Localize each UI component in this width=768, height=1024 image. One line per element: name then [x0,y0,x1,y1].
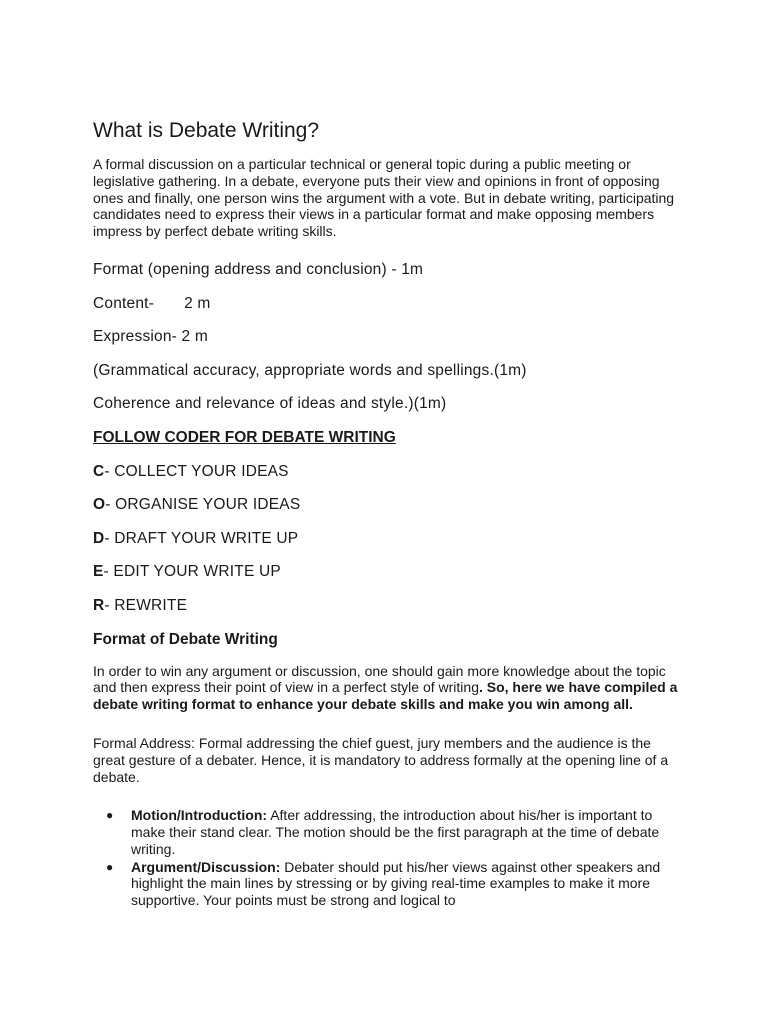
format-heading: Format of Debate Writing [93,630,278,648]
bullet-label: Argument/Discussion: [131,858,281,875]
coder-item-e [93,562,683,581]
intro-paragraph: A formal discussion on a particular technical or general topic during a public meeting or legislative gathering. In a debate, everyone puts their view and opinions in front of opposing ones and finally, one person wins the argument with a vote. But in debate writing, participating candidates need to express their views in a particular format and make opposing members impress by perfect debate writing skills. [93,156,675,240]
marks-format: Format (opening address and conclusion) - 1m [93,260,424,278]
coder-text: - DRAFT YOUR WRITE UP [104,529,299,547]
coder-text: - EDIT YOUR WRITE UP [103,563,281,581]
marks-content [93,294,683,313]
coder-item-d [93,529,683,548]
bullet-dot-icon: ● [106,859,114,874]
win-bold-text: . So, here we have compiled a debate writing format to enhance your debate skills and make you win among all. [93,679,678,713]
marks-expression: Expression- 2 m [93,328,208,346]
bullet-argument [93,859,683,909]
marks-coherence: Coherence and relevance of ideas and style.)(1m) [93,395,447,413]
coder-item-r [93,596,683,615]
formal-address-paragraph: Formal Address: Formal addressing the chief guest, jury members and the audience is the great gesture of a debater. Hence, it is mandatory to address formally at the opening line of a debate. [93,734,669,785]
coder-letter: C [93,462,105,480]
coder-heading: FOLLOW CODER FOR DEBATE WRITING [93,428,396,446]
marks-content-value: 2 m [184,294,211,312]
marks-content-label: Content- [93,294,155,312]
format-bullet-list [93,807,683,909]
bullet-motion [93,807,683,857]
win-paragraph [93,663,683,713]
page-title: What is Debate Writing? [93,119,320,142]
coder-letter: O [93,496,106,514]
marks-grammar: (Grammatical accuracy, appropriate words and spellings.(1m) [93,361,527,379]
coder-text: - ORGANISE YOUR IDEAS [105,496,301,514]
coder-text: - REWRITE [104,596,188,614]
bullet-dot-icon: ● [106,808,114,823]
coder-letter: R [93,596,105,614]
bullet-label: Motion/Introduction: [131,807,268,824]
bullet-text: Debater should put his/her views against other speakers and highlight the main lines by stressing or by giving real-time examples to make it more supportive. Your points must be strong and logical to [131,858,661,909]
bullet-text: After addressing, the introduction about his/her is important to make their stand clear. The motion should be the first paragraph at the time of debate writing. [131,807,660,857]
coder-item-c [93,462,683,481]
win-plain-text: In order to win any argument or discussion, one should gain more knowledge about the topic and then express their point of view in a perfect style of writing [93,662,666,696]
document-page [93,118,683,910]
coder-item-o [93,495,683,514]
coder-text: - COLLECT YOUR IDEAS [104,462,289,480]
coder-letter: E [93,563,104,581]
coder-letter: D [93,529,105,547]
